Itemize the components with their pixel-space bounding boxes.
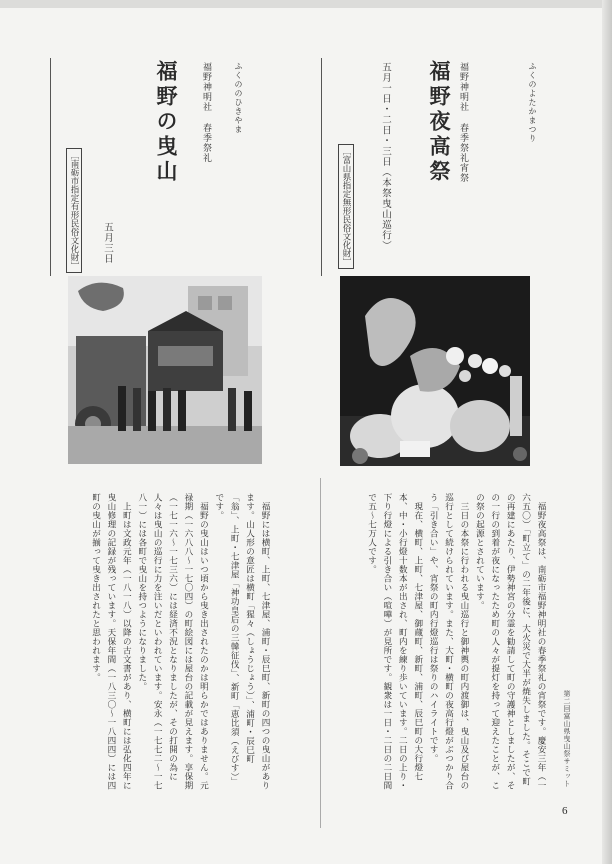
right-body-paragraph: 三日の本祭に行われる曳山巡行と御神輿の町内渡御は、曳山及び屋台の巡行として続けられています。また、大町・横町の夜高行燈がぶつかり合う「引き合い」や、宵祭の町内行燈巡行は祭りのハイライトです。 [428, 493, 469, 790]
page-edge [0, 0, 612, 8]
yotaka-lantern-photo [340, 276, 530, 466]
right-body-paragraph: 福野夜高祭は、南砺市福野神明社の春季祭礼の宵祭です。慶安三年（一六五〇）「町立て」の二年後に、大火災で大半が焼失しました。そこで町の再建にあたり、伊勢神宮の分霊を勧請して町の守護神としましたが、その一行の到着が夜になったため町の人々が提灯を持って迎えたことが、この祭の起源とされています。 [474, 493, 546, 790]
left-article-subtitle: 福野神明社 春季祭礼 [201, 62, 211, 163]
right-header-rule [321, 58, 322, 276]
left-body-paragraph: 福野の曳山はいつ頃から曳き出されたのかは明らかではありません。元禄期（一六八八〜一七〇四）の町絵図には屋台の記載が見えます。享保期（一七一六〜一七三六）には経済不況となりましたが、その打開の為に人々は曳山の巡行に力を注いだといわれています。安永（一七七二〜一七八一）には各町で曳山を持つようになりました。 [136, 493, 209, 790]
left-article-kana: ふくののひきやま [234, 62, 243, 134]
right-article-designation: ［富山県指定無形民俗文化財］ [338, 144, 354, 269]
right-article-title: 福野夜高祭 [427, 60, 452, 185]
running-footer-caption: 第二回富山県曳山祭サミット [563, 690, 571, 788]
right-article-kana: ふくのよたかまつり [528, 62, 537, 143]
hikiyama-float-photo [68, 276, 262, 464]
left-article-body [57, 493, 272, 793]
left-article-date: 五月三日 [102, 222, 113, 264]
left-article-designation: ［南砺市指定有形民俗文化財］ [66, 148, 82, 273]
left-article-title: 福野の曳山 [154, 60, 179, 185]
right-article-body [288, 493, 548, 793]
right-article-subtitle: 福野神明社 春季祭礼宵祭 [458, 62, 468, 183]
left-body-paragraph: 上町は文政元年（一八一八）以降の古文書があり、横町には弘化四年に曳山修理の記録が残っています。天保年間（一八三〇〜一八四四）には四町の曳山が揃って曳き出されたと思われます。 [90, 493, 132, 790]
left-header-rule [50, 58, 51, 276]
page-number: 6 [562, 805, 568, 817]
left-body-paragraph: 福野には横町、上町、七津屋、浦町・辰巳町、新町の四つの曳山があります。山人形の意匠は横町「猩々（しょうじょう）」、浦町・辰巳町「翁」、上町・七津屋「神功皇后の三韓征伐」、新町「恵比須（えびす）」です。 [213, 493, 270, 790]
right-body-paragraph: 現在、横町、上町、七津屋、御蔵町、新町、浦町、辰巳町の大行燈七本、中・小行燈十数本が出され、町内を練り歩いています。二日の上り・下り行燈による引き合い（喧嘩）が見所です。観衆は一日・二日の二日間で五〜七万人です。 [366, 493, 423, 790]
right-article-date: 五月一日・二日・三日（本祭曳山巡行） [380, 62, 391, 251]
page-edge-right [602, 0, 612, 864]
